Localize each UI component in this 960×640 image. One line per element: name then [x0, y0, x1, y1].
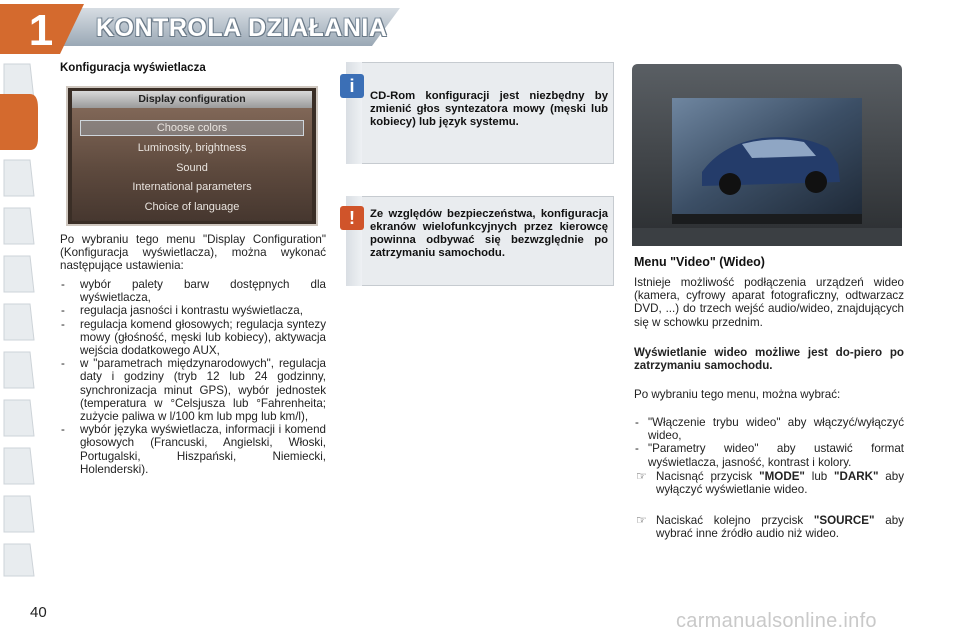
- pointing-hand-icon: ☞: [636, 513, 647, 527]
- screen-title: Display configuration: [72, 91, 312, 108]
- screen-menu-item: Choose colors: [156, 122, 228, 134]
- screen-menu-item: International parameters: [132, 181, 252, 193]
- tip-mode-dark: ☞ Nacisnąć przycisk "MODE" lub "DARK" aby wyłączyć wyświetlanie wideo.: [636, 469, 904, 497]
- video-screen-illustration: [632, 64, 902, 246]
- list-item: - wybór języka wyświetlacza, informacji i komend głosowych (Francuski, Angielski, Włoski, Portugalski, Hiszpański, Niemiecki, Holenderski).: [60, 423, 326, 476]
- watermark: carmanualsonline.info: [676, 610, 877, 632]
- video-safety-note: Wyświetlanie wideo możliwe jest do-piero po zatrzymaniu samochodu.: [634, 346, 904, 373]
- pointing-hand-icon: ☞: [636, 469, 647, 483]
- section-heading-display-config: Konfiguracja wyświetlacza: [60, 62, 206, 74]
- screen-menu-item: Luminosity, brightness: [137, 142, 247, 154]
- info-box-text: CD-Rom konfiguracji jest niezbędny by zmienić głos syntezatora mowy (męski lub kobiecy) lub język systemu.: [370, 90, 608, 128]
- display-config-list: [60, 278, 326, 476]
- list-item: - regulacja jasności i kontrastu wyświetlacza,: [60, 304, 326, 317]
- tip-source: ☞ Naciskać kolejno przycisk "SOURCE" aby wybrać inne źródło audio niż wideo.: [636, 513, 904, 541]
- list-item: - wybór palety barw dostępnych dla wyświetlacza,: [60, 278, 326, 304]
- source-button-label: "SOURCE": [813, 514, 875, 527]
- screen-menu-item: Sound: [176, 162, 208, 174]
- chapter-number: 1: [28, 6, 54, 55]
- list-item: - "Parametry wideo" aby ustawić format wyświetlacza, jasność, kontrast i kolory.: [634, 442, 904, 468]
- dark-button-label: "DARK": [834, 470, 879, 483]
- mode-button-label: "MODE": [759, 470, 805, 483]
- list-item: - w "parametrach międzynarodowych", regulacja daty i godziny (tryb 12 lub 24 godzinny, synchronizacja minut GPS), wybór jednostek (temperatura w °Celsjusza lub °Fahrenheita; zużycie paliwa w l/100 km lub mpg lub km/l),: [60, 357, 326, 423]
- screen-menu-item: Choice of language: [144, 201, 240, 213]
- warning-box-text: Ze względów bezpieczeństwa, konfiguracja ekranów wielofunkcyjnych przez kierowcę powinna odbywać się bezwzględnie po zatrzymaniu samochodu.: [370, 208, 608, 259]
- warning-icon: !: [340, 206, 364, 230]
- page-number: 40: [30, 604, 47, 621]
- display-config-intro: Po wybraniu tego menu "Display Configuration" (Konfiguracja wyświetlacza), można wykonać następujące ustawienia:: [60, 233, 326, 273]
- video-options-list: [634, 416, 904, 469]
- info-icon: i: [340, 74, 364, 98]
- video-intro: Istnieje możliwość podłączenia urządzeń wideo (kamera, cyfrowy aparat fotograficzny, odtwarzacz DVD, ...) do trzech wejść audio/wideo, znajdujących się w schowku przednim.: [634, 276, 904, 329]
- chapter-tabs: [0, 60, 44, 580]
- section-heading-video: Menu "Video" (Wideo): [634, 255, 765, 269]
- list-item: - "Włączenie trybu wideo" aby włączyć/wyłączyć wideo,: [634, 416, 904, 442]
- page-title: KONTROLA DZIAŁANIA: [96, 14, 388, 42]
- video-menu-intro: Po wybraniu tego menu, można wybrać:: [634, 388, 841, 401]
- list-item: - regulacja komend głosowych; regulacja syntezy mowy (głośność, męski lub kobiecy), aktywacja wejścia dodatkowego AUX,: [60, 318, 326, 358]
